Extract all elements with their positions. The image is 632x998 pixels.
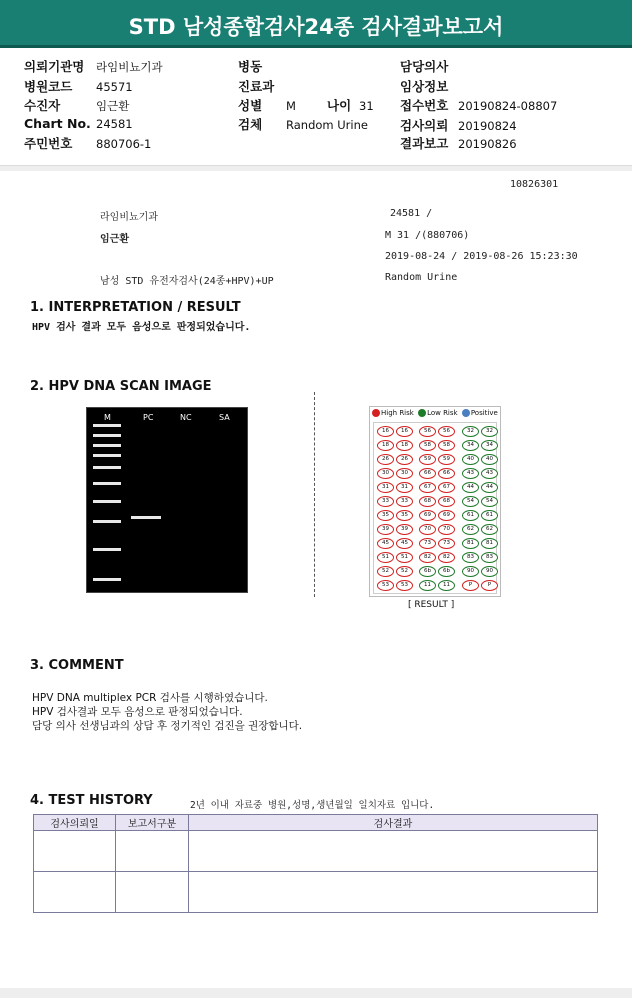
scan-divider (314, 392, 315, 597)
section-comment-title: 3. COMMENT (30, 658, 124, 673)
info-receipt-no (400, 96, 557, 114)
chip-spot: 73 (438, 538, 455, 549)
chip-spot: 35 (396, 510, 413, 521)
table-cell (34, 831, 116, 872)
chip-spot: 54 (462, 496, 479, 507)
info-doctor (400, 57, 458, 75)
chip-spot: 31 (377, 482, 394, 493)
info-label: 의뢰기관명 (24, 59, 85, 74)
info-report-date (400, 134, 517, 152)
chip-spot: 11 (419, 580, 436, 591)
chip-spot: 40 (462, 454, 479, 465)
info-label: 주민번호 (24, 136, 73, 151)
info-department (238, 77, 286, 95)
chip-spot: 66 (438, 468, 455, 479)
chip-legend (372, 409, 498, 417)
chip-spot: 16 (377, 426, 394, 437)
chip-spot: 59 (438, 454, 455, 465)
chip-spot: 54 (481, 496, 498, 507)
table-cell (116, 872, 189, 913)
info-clinic (24, 57, 163, 75)
chip-spot: 26 (377, 454, 394, 465)
gel-lane-label: M (104, 413, 111, 422)
chip-spot: 61 (481, 510, 498, 521)
table-row (34, 872, 598, 913)
info-resident-no (24, 134, 151, 152)
info-sex (238, 96, 296, 114)
chip-spot: 39 (396, 524, 413, 535)
report-title: STD 남성종합검사24종 검사결과보고서 (0, 0, 632, 48)
marker-band (93, 482, 121, 485)
table-cell (189, 831, 598, 872)
chip-spot: 69 (438, 510, 455, 521)
info-value: Random Urine (286, 118, 368, 132)
info-label: 검체 (238, 117, 263, 132)
marker-band (93, 434, 121, 437)
pc-band (131, 516, 161, 519)
info-ward (238, 57, 286, 75)
marker-band (93, 500, 121, 503)
info-hospital-code (24, 77, 133, 95)
info-value: 임근환 (96, 99, 130, 113)
report-code: 10826301 (510, 179, 559, 190)
chip-spot: 68 (438, 496, 455, 507)
chip-spot: 67 (438, 482, 455, 493)
chip-spot: 34 (481, 440, 498, 451)
marker-band (93, 424, 121, 427)
info-label: 병원코드 (24, 79, 73, 94)
chip-spot: 51 (396, 552, 413, 563)
chip-spot: 30 (377, 468, 394, 479)
chip-spot: 81 (462, 538, 479, 549)
chip-spot: 51 (377, 552, 394, 563)
chip-spot: 68 (419, 496, 436, 507)
info-value: 24581 (96, 117, 133, 131)
table-cell (116, 831, 189, 872)
chip-spot: 67 (419, 482, 436, 493)
chip-spot: 40 (481, 454, 498, 465)
chip-spot: 39 (377, 524, 394, 535)
chip-spot: 33 (377, 496, 394, 507)
chip-spot: 70 (419, 524, 436, 535)
chip-spot: 6b (438, 566, 455, 577)
chip-spot: 53 (377, 580, 394, 591)
chip-spot: 18 (396, 440, 413, 451)
chip-spot: 59 (419, 454, 436, 465)
info-label: 담당의사 (400, 59, 449, 74)
info-value: 880706-1 (96, 137, 152, 151)
chip-spot: 83 (481, 552, 498, 563)
marker-band (93, 466, 121, 469)
chip-result-caption: [ RESULT ] (408, 600, 455, 610)
chip-spot: 33 (396, 496, 413, 507)
info-label: Chart No. (24, 116, 91, 131)
info-label: 병동 (238, 59, 263, 74)
chip-spot: 56 (438, 426, 455, 437)
info-value: 라임비뇨기과 (96, 60, 163, 74)
section-interpretation-title: 1. INTERPRETATION / RESULT (30, 300, 241, 315)
chip-spot: 73 (419, 538, 436, 549)
chip-spot: 11 (438, 580, 455, 591)
chip-spot: 58 (419, 440, 436, 451)
meta-chart: 24581 / (390, 208, 433, 219)
gel-lane-label: SA (219, 413, 230, 422)
chip-spot: 56 (419, 426, 436, 437)
info-patient (24, 96, 129, 114)
info-label: 결과보고 (400, 136, 449, 151)
comment-line: 담당 의사 선생님과의 상담 후 정기적인 검진을 권장합니다. (32, 720, 303, 732)
comment-line: HPV DNA multiplex PCR 검사를 시행하였습니다. (32, 692, 268, 704)
info-clinical (400, 77, 458, 95)
info-age (327, 96, 374, 114)
info-value: 31 (359, 99, 374, 113)
chip-spot: 18 (377, 440, 394, 451)
meta-clinic: 라임비뇨기과 (100, 212, 158, 223)
legend-label: High Risk (381, 409, 414, 417)
hpv-chip-panel (369, 406, 501, 597)
info-value: 20190826 (458, 137, 517, 151)
info-chart-no (24, 116, 133, 131)
chip-spot: 44 (481, 482, 498, 493)
history-note: 2년 이내 자료중 병원,성명,생년월일 일치자료 입니다. (190, 800, 435, 811)
chip-spot: 31 (396, 482, 413, 493)
header-separator (0, 165, 632, 171)
info-label: 진료과 (238, 79, 275, 94)
gel-lane-label: PC (143, 413, 154, 422)
section-history-title: 4. TEST HISTORY (30, 793, 153, 808)
table-cell (189, 872, 598, 913)
info-value: M (286, 99, 296, 113)
chip-spot: 61 (462, 510, 479, 521)
legend-high-dot (372, 409, 380, 417)
chip-spot: 35 (377, 510, 394, 521)
info-label: 검사의뢰 (400, 118, 449, 133)
chip-spot: 45 (377, 538, 394, 549)
chip-spot: 32 (462, 426, 479, 437)
chip-spot: P (462, 580, 479, 591)
marker-band (93, 454, 121, 457)
chip-spot: 32 (481, 426, 498, 437)
meta-patient: 임근환 (100, 234, 129, 245)
info-label: 접수번호 (400, 98, 449, 113)
info-request-date (400, 116, 517, 134)
chip-spot: 34 (462, 440, 479, 451)
meta-sex-age: M 31 /(880706) (385, 230, 470, 241)
table-cell (34, 872, 116, 913)
chip-spot: 83 (462, 552, 479, 563)
chip-spot: 44 (462, 482, 479, 493)
section-scan-title: 2. HPV DNA SCAN IMAGE (30, 379, 212, 394)
footer-bar (0, 988, 632, 998)
chip-spot: 62 (481, 524, 498, 535)
chip-spot: P (481, 580, 498, 591)
info-value: 45571 (96, 80, 133, 94)
info-label: 임상정보 (400, 79, 449, 94)
history-header-row (34, 815, 598, 831)
legend-label: Positive (470, 409, 498, 417)
info-label: 수진자 (24, 98, 61, 113)
gel-lane-label: NC (180, 413, 192, 422)
interpretation-text: HPV 검사 결과 모두 음성으로 판정되었습니다. (32, 322, 251, 333)
marker-band (93, 548, 121, 551)
chip-spot: 81 (481, 538, 498, 549)
chip-spot: 90 (481, 566, 498, 577)
info-label: 성별 (238, 98, 263, 113)
chip-spot: 62 (462, 524, 479, 535)
chip-spot: 53 (396, 580, 413, 591)
chip-spot: 90 (462, 566, 479, 577)
marker-band (93, 520, 121, 523)
meta-test-name: 남성 STD 유전자검사(24종+HPV)+UP (100, 276, 274, 287)
info-value: 20190824-08807 (458, 99, 558, 113)
chip-grid (373, 422, 497, 594)
meta-dates: 2019-08-24 / 2019-08-26 15:23:30 (385, 251, 578, 262)
chip-spot: 82 (419, 552, 436, 563)
table-row (34, 831, 598, 872)
chip-spot: 52 (396, 566, 413, 577)
chip-spot: 58 (438, 440, 455, 451)
chip-spot: 30 (396, 468, 413, 479)
chip-spot: 43 (462, 468, 479, 479)
legend-positive-dot (462, 409, 470, 417)
chip-spot: 26 (396, 454, 413, 465)
legend-low-dot (418, 409, 426, 417)
history-col-header: 검사의뢰일 (34, 815, 116, 831)
comment-line: HPV 검사결과 모두 음성으로 판정되었습니다. (32, 706, 243, 718)
legend-label: Low Risk (427, 409, 458, 417)
gel-image (86, 407, 248, 593)
meta-specimen: Random Urine (385, 272, 458, 283)
info-value: 20190824 (458, 119, 517, 133)
chip-spot: 45 (396, 538, 413, 549)
marker-band (93, 578, 121, 581)
chip-spot: 70 (438, 524, 455, 535)
chip-spot: 66 (419, 468, 436, 479)
chip-spot: 82 (438, 552, 455, 563)
chip-spot: 52 (377, 566, 394, 577)
history-col-header: 보고서구분 (116, 815, 189, 831)
chip-spot: 69 (419, 510, 436, 521)
info-specimen (238, 115, 368, 133)
marker-band (93, 444, 121, 447)
chip-spot: 6b (419, 566, 436, 577)
info-label: 나이 (327, 98, 352, 113)
history-col-header: 검사결과 (189, 815, 598, 831)
history-table (33, 814, 598, 913)
chip-spot: 43 (481, 468, 498, 479)
chip-spot: 16 (396, 426, 413, 437)
